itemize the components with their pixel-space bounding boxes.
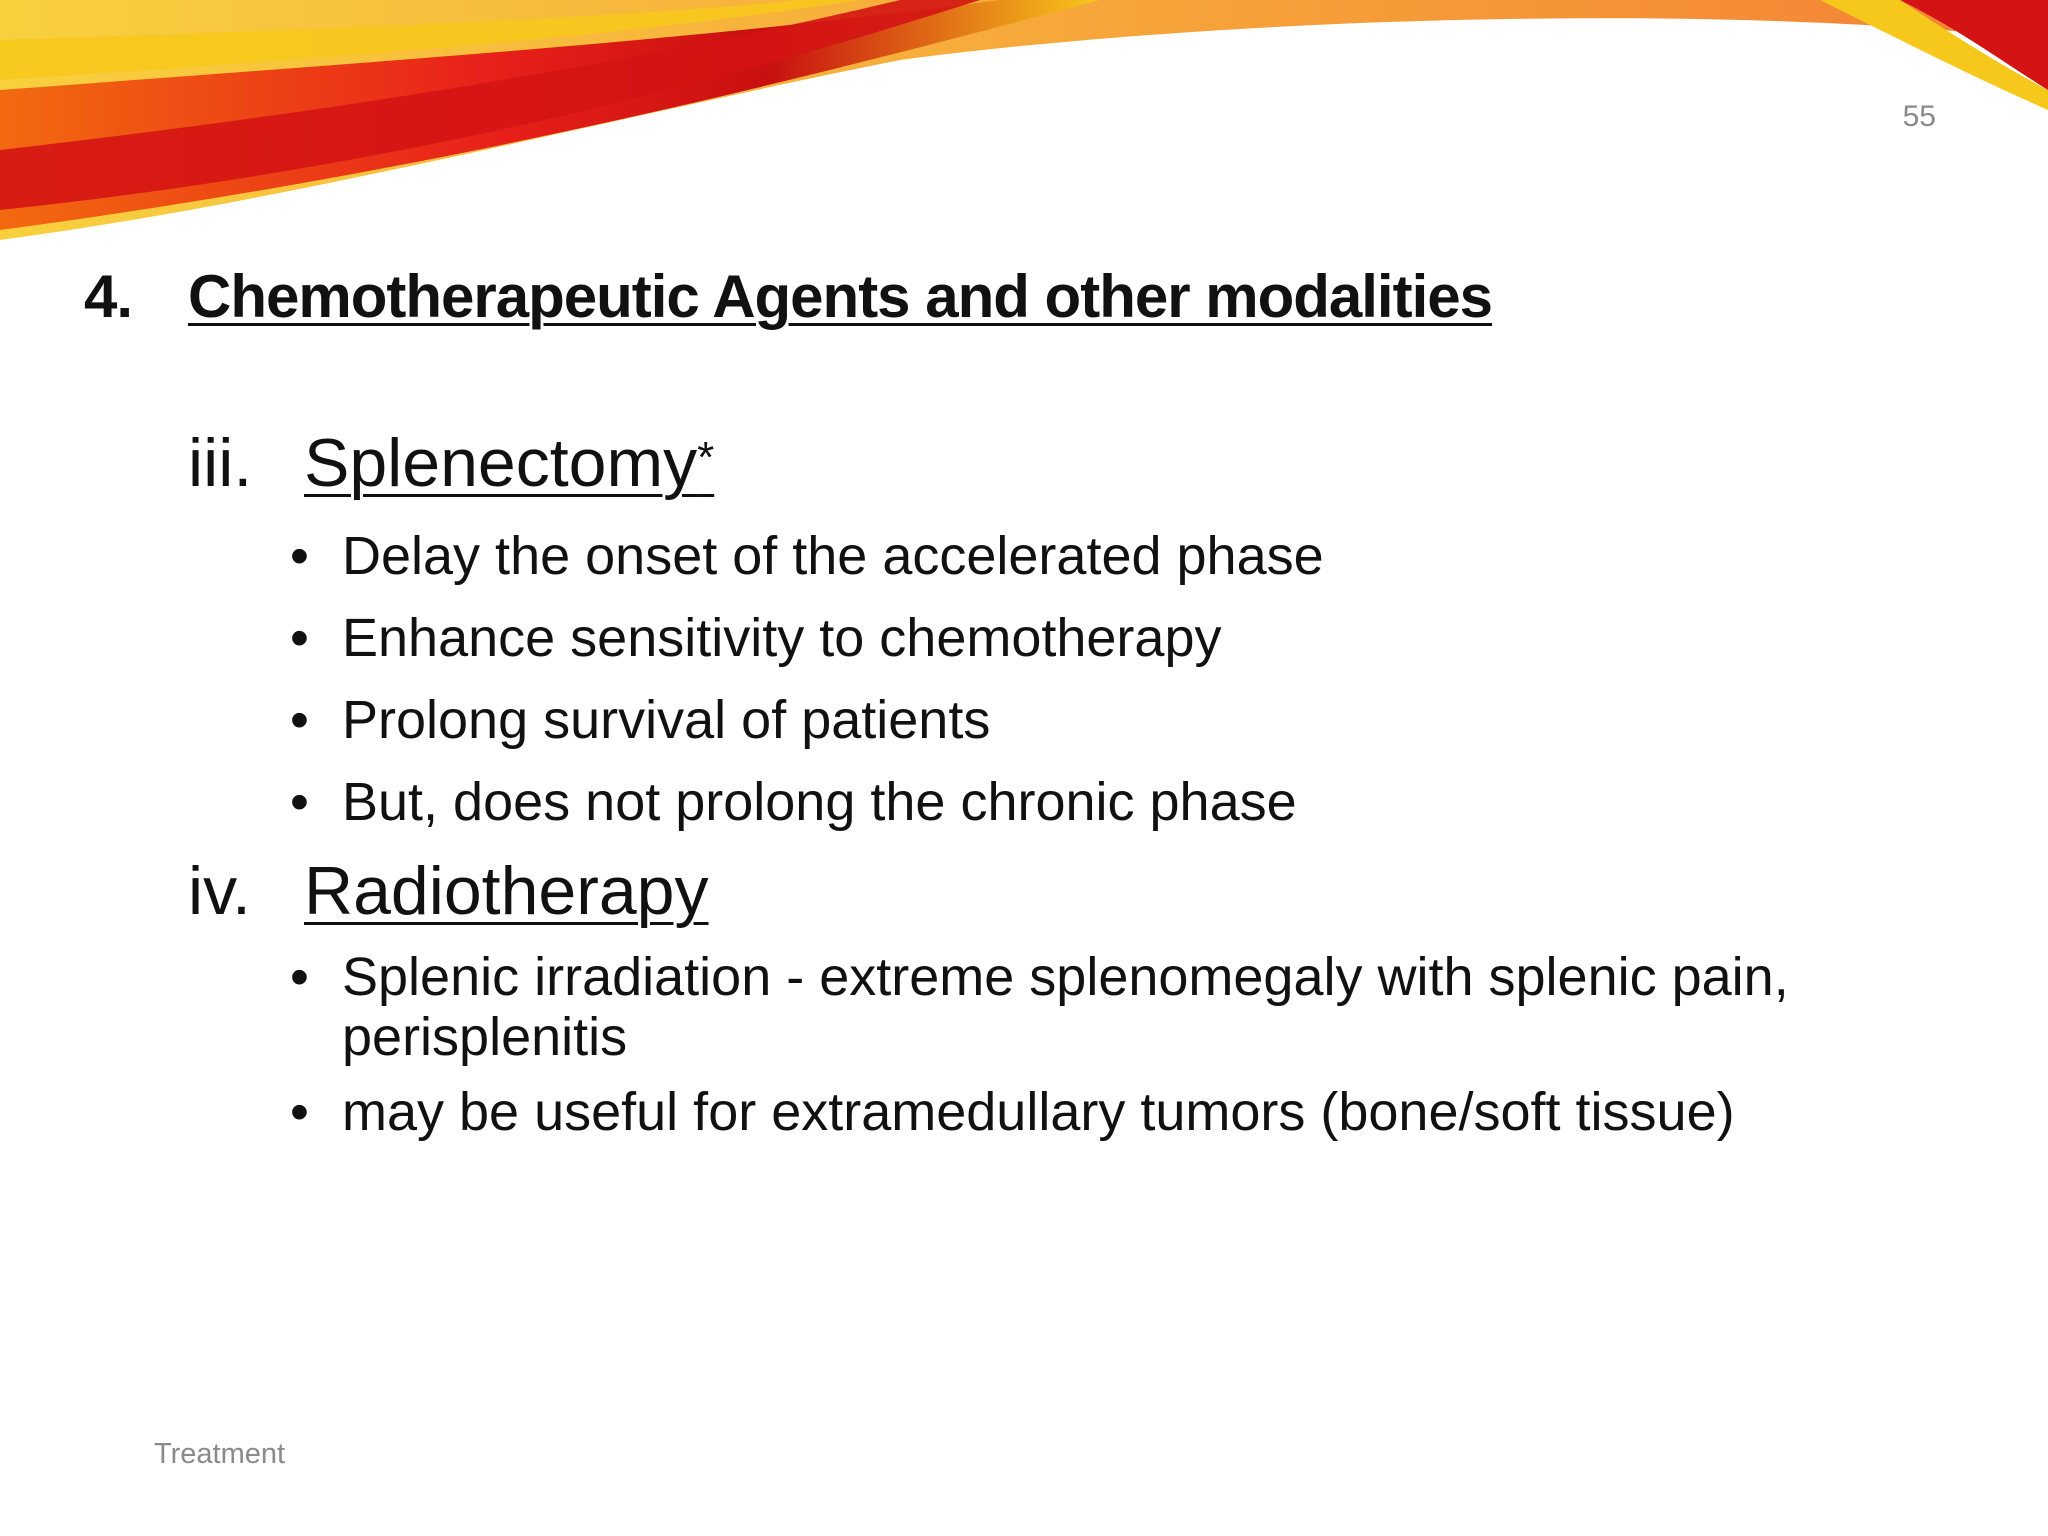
- list-item: • Enhance sensitivity to chemotherapy: [290, 608, 1222, 668]
- heading-number: 4.: [84, 263, 133, 330]
- list-item: • Prolong survival of patients: [290, 690, 991, 750]
- section-numeral: iii.: [188, 425, 253, 501]
- list-item: • Delay the onset of the accelerated phase: [290, 526, 1324, 586]
- slide-number: 55: [1902, 100, 1936, 133]
- bullet-icon: •: [290, 526, 309, 586]
- list-item: • Splenic irradiation - extreme splenomegaly with splenic pain, perisplenitis: [290, 947, 1789, 1067]
- section-numeral: iv.: [188, 853, 251, 929]
- section-title: Radiotherapy: [304, 853, 709, 929]
- header-swoosh-decoration: [0, 0, 2048, 260]
- list-item: • may be useful for extramedullary tumors (bone/soft tissue): [290, 1082, 1735, 1142]
- footnote-asterisk: *: [697, 433, 715, 482]
- bullet-icon: •: [290, 772, 309, 832]
- bullet-icon: •: [290, 690, 309, 750]
- section-title: Splenectomy*: [304, 425, 715, 501]
- bullet-icon: •: [290, 1082, 309, 1142]
- footer-label: Treatment: [154, 1438, 286, 1470]
- bullet-icon: •: [290, 947, 309, 1007]
- splenectomy-bullet-list: [290, 525, 1324, 833]
- list-item: • But, does not prolong the chronic phase: [290, 772, 1297, 832]
- bullet-icon: •: [290, 608, 309, 668]
- heading-title: Chemotherapeutic Agents and other modalities: [188, 263, 1492, 330]
- radiotherapy-bullet-list: [290, 947, 1810, 1143]
